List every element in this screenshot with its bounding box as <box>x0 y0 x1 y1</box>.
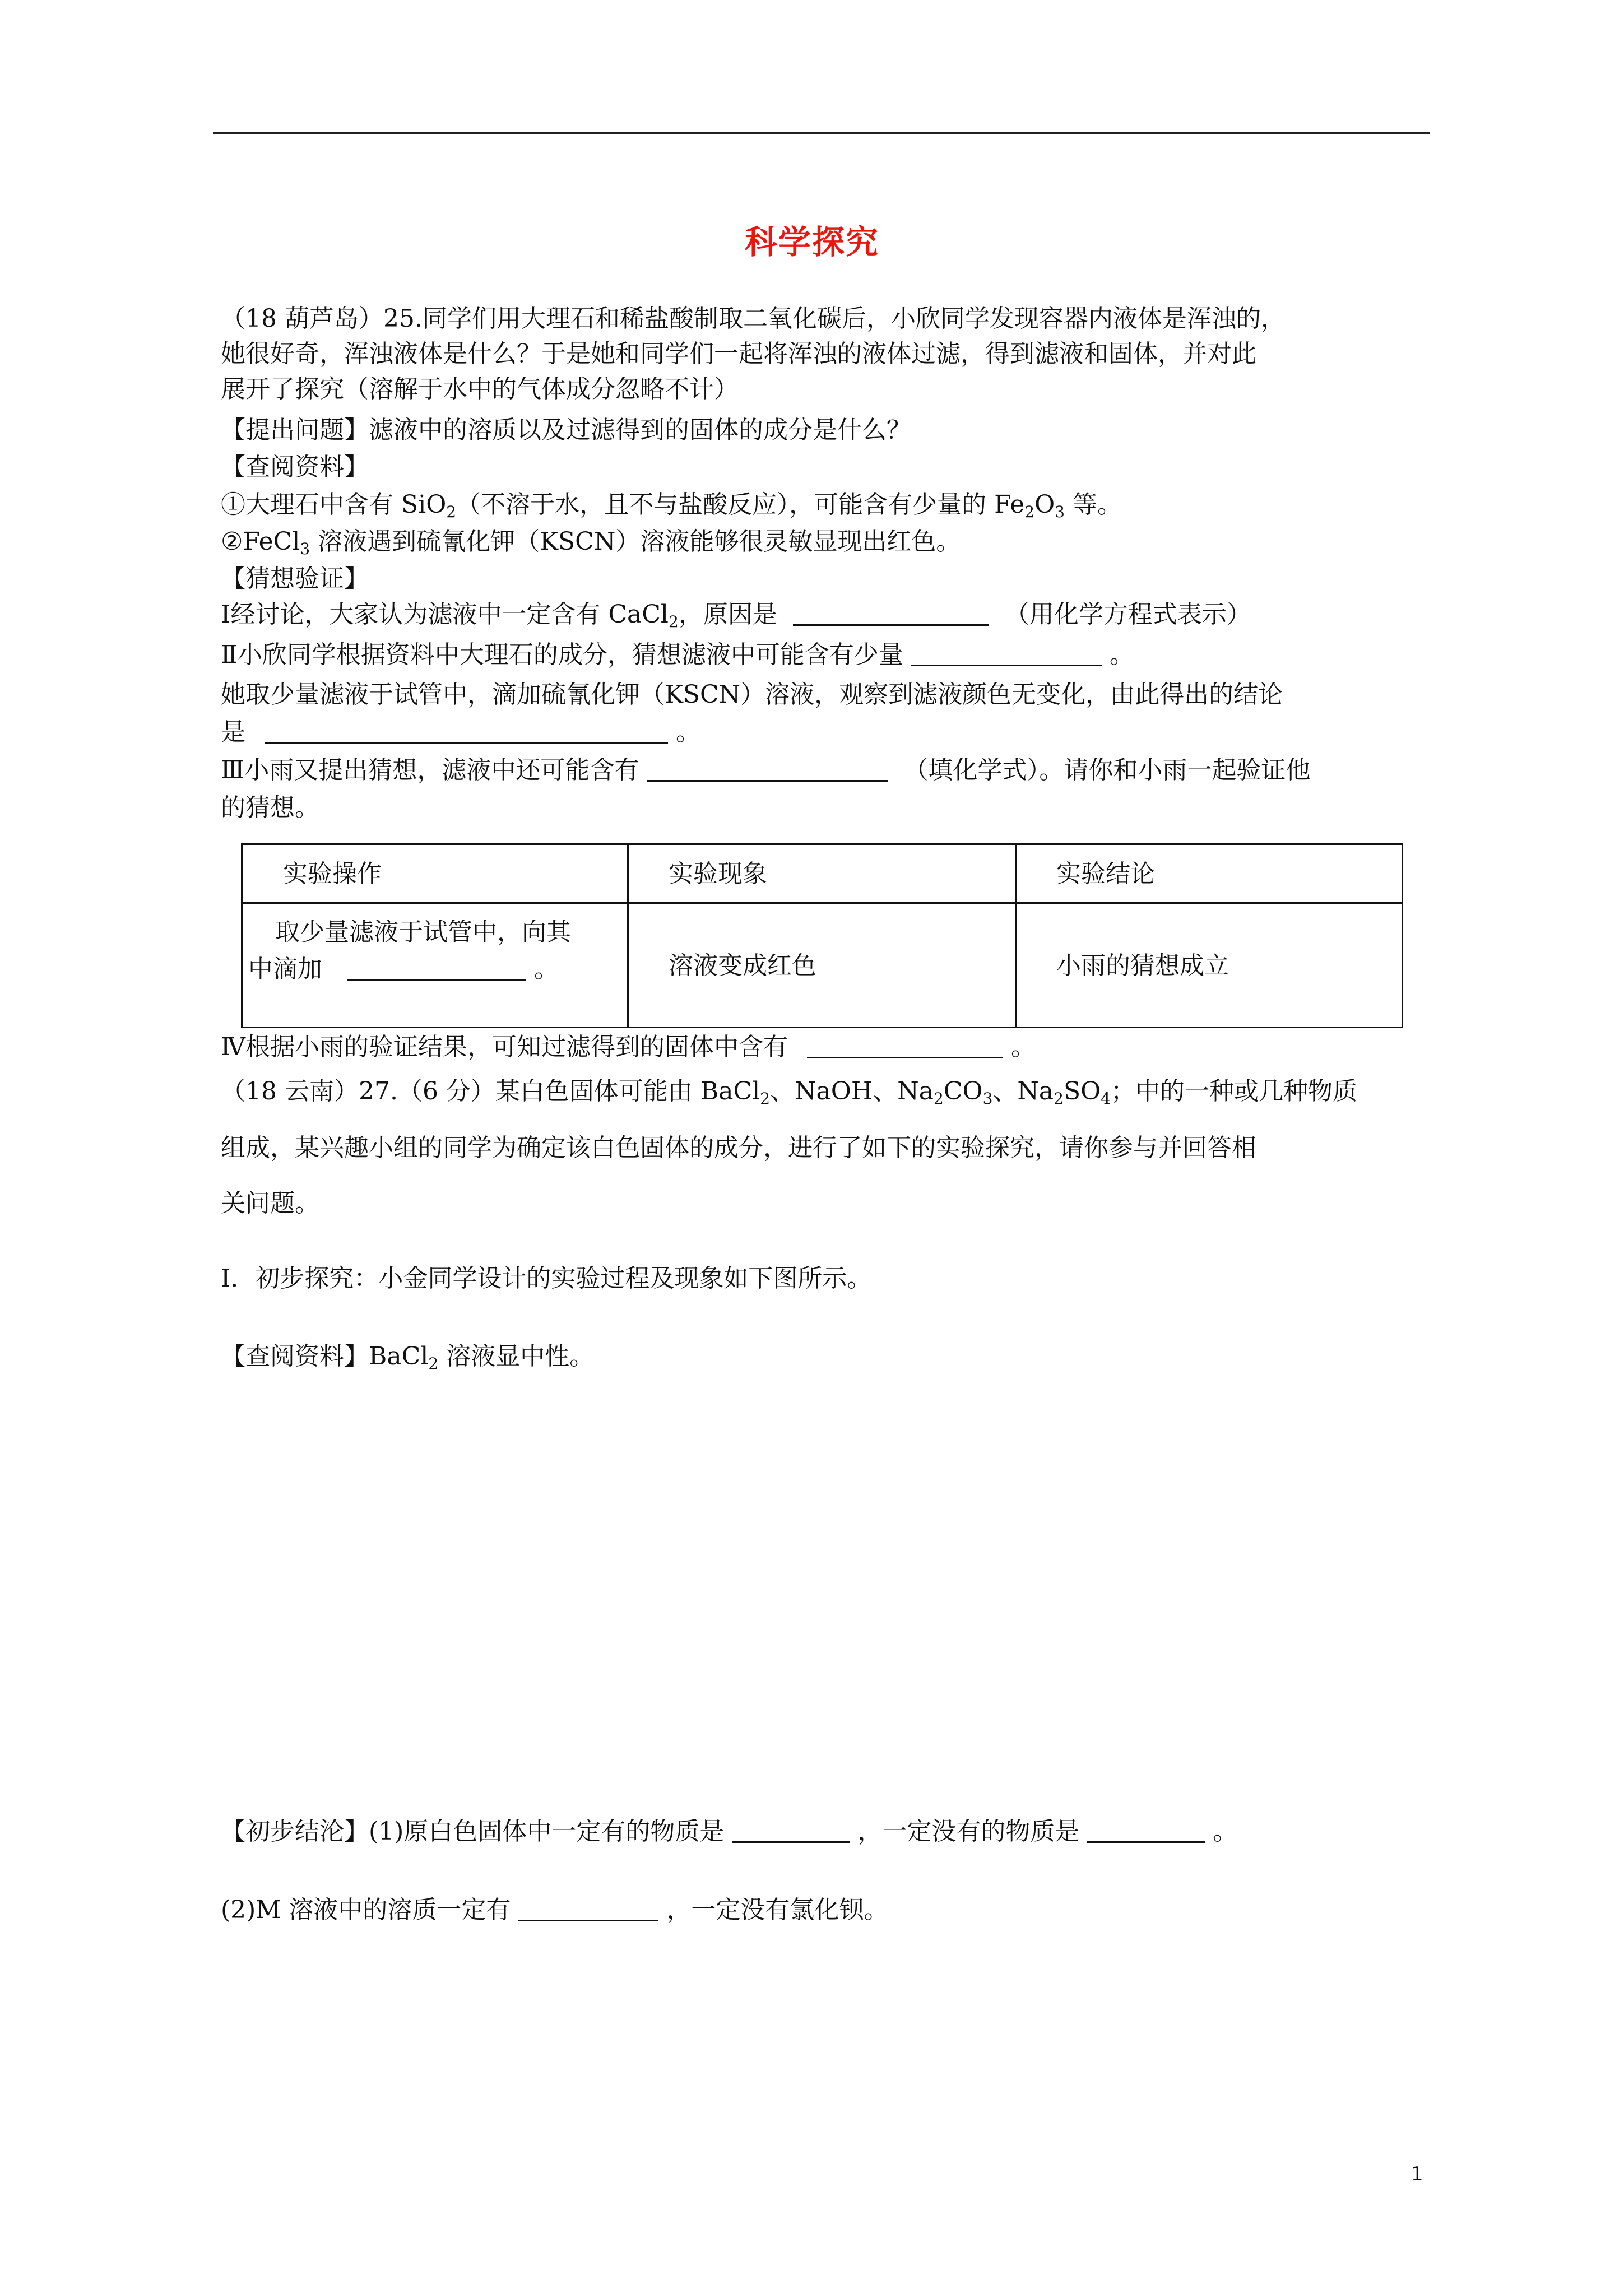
page-title: 科学探究 <box>744 223 879 261</box>
answer-blank[interactable] <box>911 642 1102 666</box>
q25-step-2-conclusion: 是 。 <box>221 718 700 746</box>
table-header-phenomenon: 实验现象 <box>669 860 767 888</box>
q25-reference-heading: 【查阅资料】 <box>221 453 369 481</box>
q25-intro-line-3: 展开了探究（溶解于水中的气体成分忽略不计） <box>221 375 739 403</box>
page-number: 1 <box>1411 2163 1423 2185</box>
q27-line-2: 组成，某兴趣小组的同学为确定该白色固体的成分，进行了如下的实验探究，请你参与并回答相 <box>221 1134 1256 1162</box>
header-rule <box>213 132 1430 134</box>
q25-reference-2: ②FeCl$_3$ 溶液遇到硫氰化钾（KSCN）溶液能够很灵敏显现出红色。 <box>221 527 961 558</box>
answer-blank[interactable] <box>793 602 989 626</box>
answer-blank[interactable] <box>732 1819 850 1843</box>
answer-blank[interactable] <box>265 719 668 744</box>
q25-step-2-continued: 她取少量滤液于试管中，滴加硫氰化钾（KSCN）溶液，观察到滤液颜色无变化，由此得出的结论 <box>221 680 1283 709</box>
answer-blank[interactable] <box>647 758 888 782</box>
answer-blank[interactable] <box>807 1034 1003 1058</box>
q27-line-1: （18 云南）27.（6 分）某白色固体可能由 BaCl$_2$、NaOH、$Na_2CO_3$、$Na_2SO_4$；中的一种或几种物质 <box>221 1077 1357 1108</box>
q27-conclusion-2: (2)M 溶液中的溶质一定有 ，一定没有氯化钡。 <box>221 1896 889 1924</box>
table-header-operation: 实验操作 <box>283 860 382 888</box>
q25-reference-1: ①大理石中含有 SiO$_2$（不溶于水，且不与盐酸反应），可能含有少量的 $Fe_2O_3$ 等。 <box>221 490 1122 521</box>
q25-step-1: Ⅰ经讨论，大家认为滤液中一定含有 CaCl$_2$，原因是 （用化学方程式表示） <box>221 600 1251 631</box>
q25-intro-line-1: （18 葫芦岛）25.同学们用大理石和稀盐酸制取二氧化碳后，小欣同学发现容器内液体是浑浊的， <box>221 304 1286 333</box>
table-conclusion: 小雨的猜想成立 <box>1056 951 1229 980</box>
answer-blank[interactable] <box>347 956 526 981</box>
q27-conclusion-1: 【初步结沦】(1)原白色固体中一定有的物质是 ，一定没有的物质是 。 <box>221 1817 1238 1846</box>
q25-verify-heading: 【猜想验证】 <box>221 564 369 593</box>
experiment-table <box>241 843 1403 1028</box>
table-operation-line-2: 中滴加 。 <box>248 955 559 983</box>
q25-step-3: Ⅲ小雨又提出猜想，滤液中还可能含有 （填化学式）。请你和小雨一起验证他 <box>221 756 1311 784</box>
answer-blank[interactable] <box>518 1897 658 1921</box>
answer-blank[interactable] <box>1087 1819 1205 1843</box>
q25-step-3-continued: 的猜想。 <box>221 793 319 822</box>
q25-question-heading: 【提出问题】滤液中的溶质以及过滤得到的固体的成分是什么？ <box>221 416 911 444</box>
q25-step-4: Ⅳ根据小雨的验证结果，可知过滤得到的固体中含有 。 <box>221 1033 1036 1061</box>
table-header-conclusion: 实验结论 <box>1056 860 1155 888</box>
q27-reference: 【查阅资料】BaCl$_2$ 溶液显中性。 <box>221 1342 595 1373</box>
q25-step-2: Ⅱ小欣同学根据资料中大理石的成分，猜想滤液中可能含有少量 。 <box>221 640 1134 669</box>
q25-intro-line-2: 她很好奇，浑浊液体是什么？于是她和同学们一起将浑浊的液体过滤，得到滤液和固体，并对此 <box>221 340 1256 368</box>
q27-line-3: 关问题。 <box>221 1189 319 1218</box>
table-phenomenon: 溶液变成红色 <box>669 951 816 980</box>
q27-preliminary: I．初步探究：小金同学设计的实验过程及现象如下图所示。 <box>221 1264 872 1293</box>
table-operation-line-1: 取少量滤液于试管中，向其 <box>275 918 571 946</box>
